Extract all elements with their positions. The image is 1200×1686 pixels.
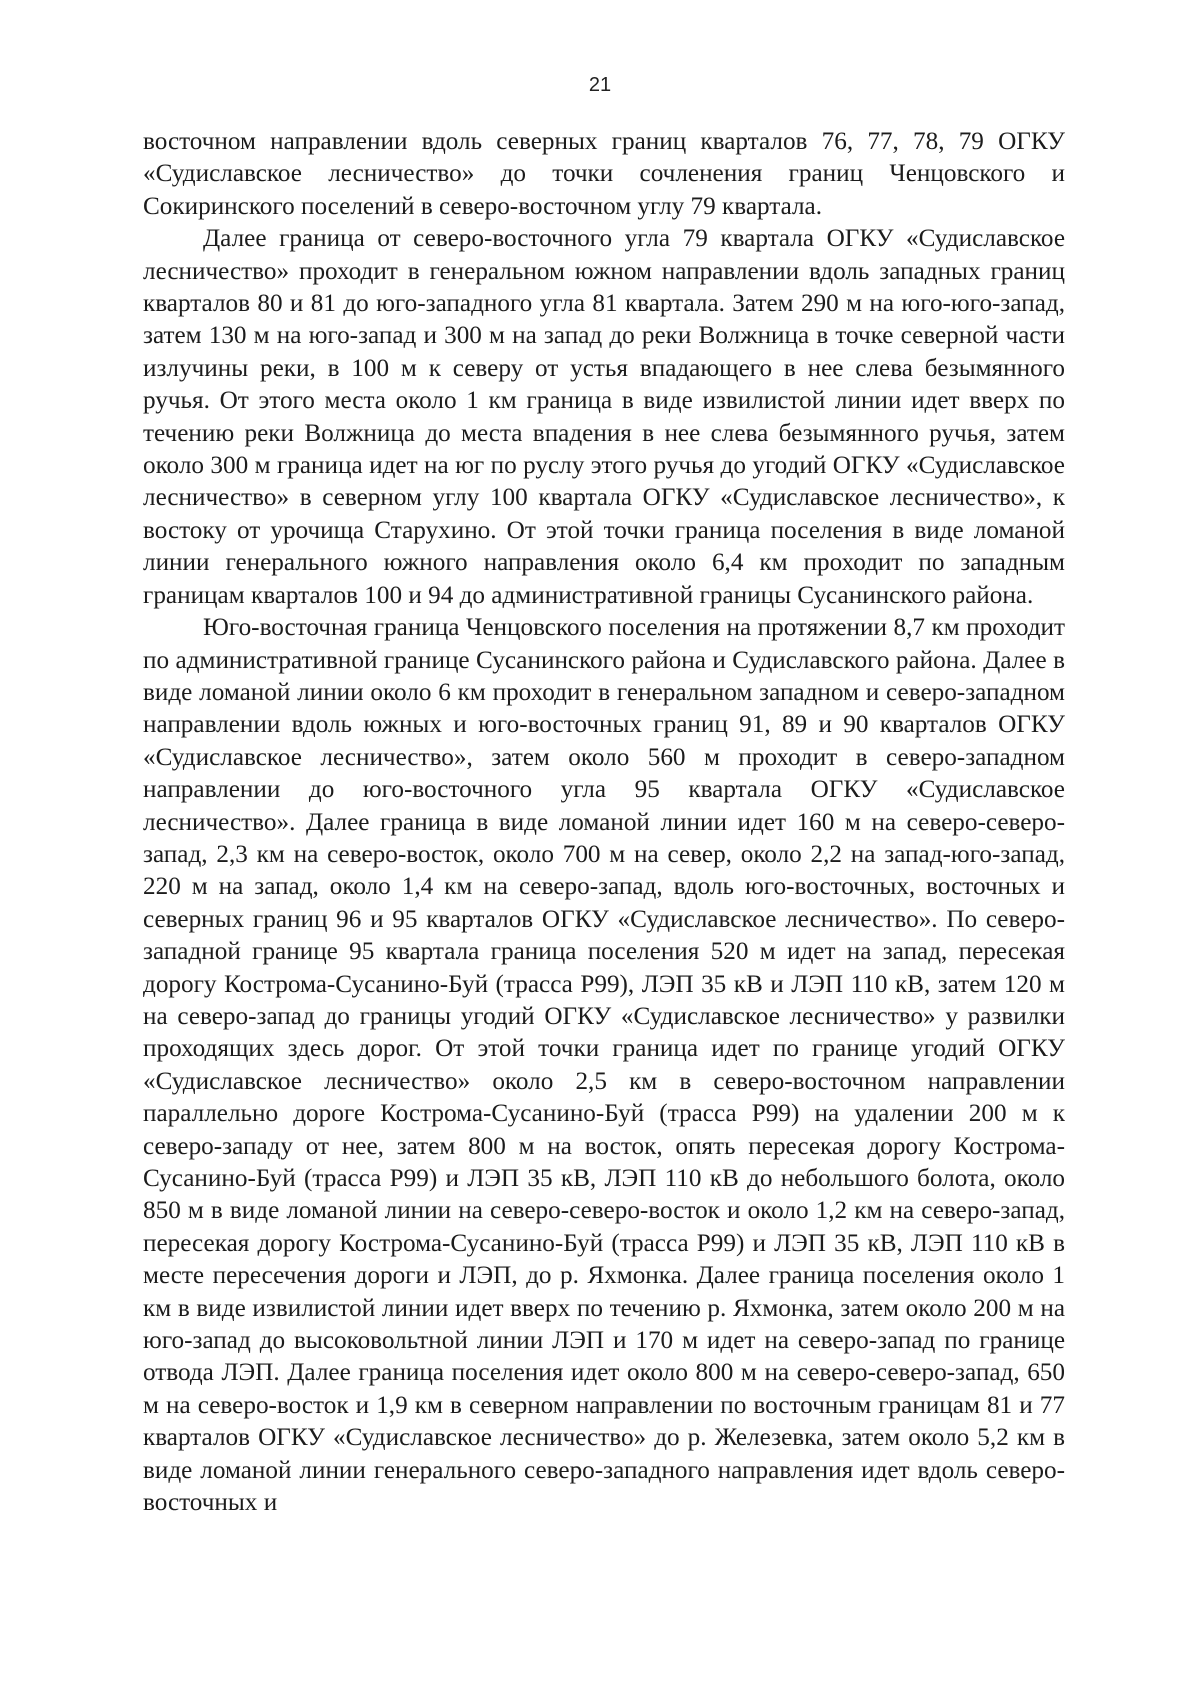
- page-number: 21: [588, 74, 612, 96]
- document-body: [143, 126, 1065, 1519]
- paragraph-continuation: восточном направлении вдоль северных границ кварталов 76, 77, 78, 79 ОГКУ «Судиславское лесничество» до точки сочленения границ Ченцовского и Сокиринского поселений в северо-восточном углу 79 квартала.: [143, 128, 1065, 220]
- paragraph-northern-boundary: Далее граница от северо-восточного угла 79 квартала ОГКУ «Судиславское лесничество» проходит в генеральном южном направлении вдоль западных границ кварталов 80 и 81 до юго-западного угла 81 квартала. Затем 290 м на юго-юго-запад, затем 130 м на юго-запад и 300 м на запад до реки Волжница в точке северной части излучины реки, в 100 м к северу от устья впадающего в нее слева безымянного ручья. От этого места около 1 км граница в виде извилистой линии идет вверх по течению реки Волжница до места впадения в нее слева безымянного ручья, затем около 300 м граница идет на юг по руслу этого ручья до угодий ОГКУ «Судиславское лесничество» в северном углу 100 квартала ОГКУ «Судиславское лесничество», к востоку от урочища Старухино. От этой точки граница поселения в виде ломаной линии генерального южного направления около 6,4 км проходит по западным границам кварталов 100 и 94 до административной границы Сусанинского района.: [143, 225, 1065, 609]
- paragraph-southeastern-boundary: Юго-восточная граница Ченцовского поселения на протяжении 8,7 км проходит по административной границе Сусанинского района и Судиславского района. Далее в виде ломаной линии около 6 км проходит в генеральном западном и северо-западном направлении вдоль южных и юго-восточных границ 91, 89 и 90 кварталов ОГКУ «Судиславское лесничество», затем около 560 м проходит в северо-западном направлении до юго-восточного угла 95 квартала ОГКУ «Судиславское лесничество». Далее граница в виде ломаной линии идет 160 м на северо-северо-запад, 2,3 км на северо-восток, около 700 м на север, около 2,2 на запад-юго-запад, 220 м на запад, около 1,4 км на северо-запад, вдоль юго-восточных, восточных и северных границ 96 и 95 кварталов ОГКУ «Судиславское лесничество». По северо-западной границе 95 квартала граница поселения 520 м идет на запад, пересекая дорогу Кострома-Сусанино-Буй (трасса Р99), ЛЭП 35 кВ и ЛЭП 110 кВ, затем 120 м на северо-запад до границы угодий ОГКУ «Судиславское лесничество» у развилки проходящих здесь дорог. От этой точки граница идет по границе угодий ОГКУ «Судиславское лесничество» около 2,5 км в северо-восточном направлении параллельно дороге Кострома-Сусанино-Буй (трасса Р99) на удалении 200 м к северо-западу от нее, затем 800 м на восток, опять пересекая дорогу Кострома-Сусанино-Буй (трасса Р99) и ЛЭП 35 кВ, ЛЭП 110 кВ до небольшого болота, около 850 м в виде ломаной линии на северо-северо-восток и около 1,2 км на северо-запад, пересекая дорогу Кострома-Сусанино-Буй (трасса Р99) и ЛЭП 35 кВ, ЛЭП 110 кВ в месте пересечения дороги и ЛЭП, до р. Яхмонка. Далее граница поселения около 1 км в виде извилистой линии идет вверх по течению р. Яхмонка, затем около 200 м на юго-запад до высоковольтной линии ЛЭП и 170 м идет на северо-запад по границе отвода ЛЭП. Далее граница поселения идет около 800 м на северо-северо-запад, 650 м на северо-восток и 1,9 км в северном направлении по восточным границам 81 и 77 кварталов ОГКУ «Судиславское лесничество» до р. Железевка, затем около 5,2 км в виде ломаной линии генерального северо-западного направления идет вдоль северо-восточных и: [143, 614, 1065, 1517]
